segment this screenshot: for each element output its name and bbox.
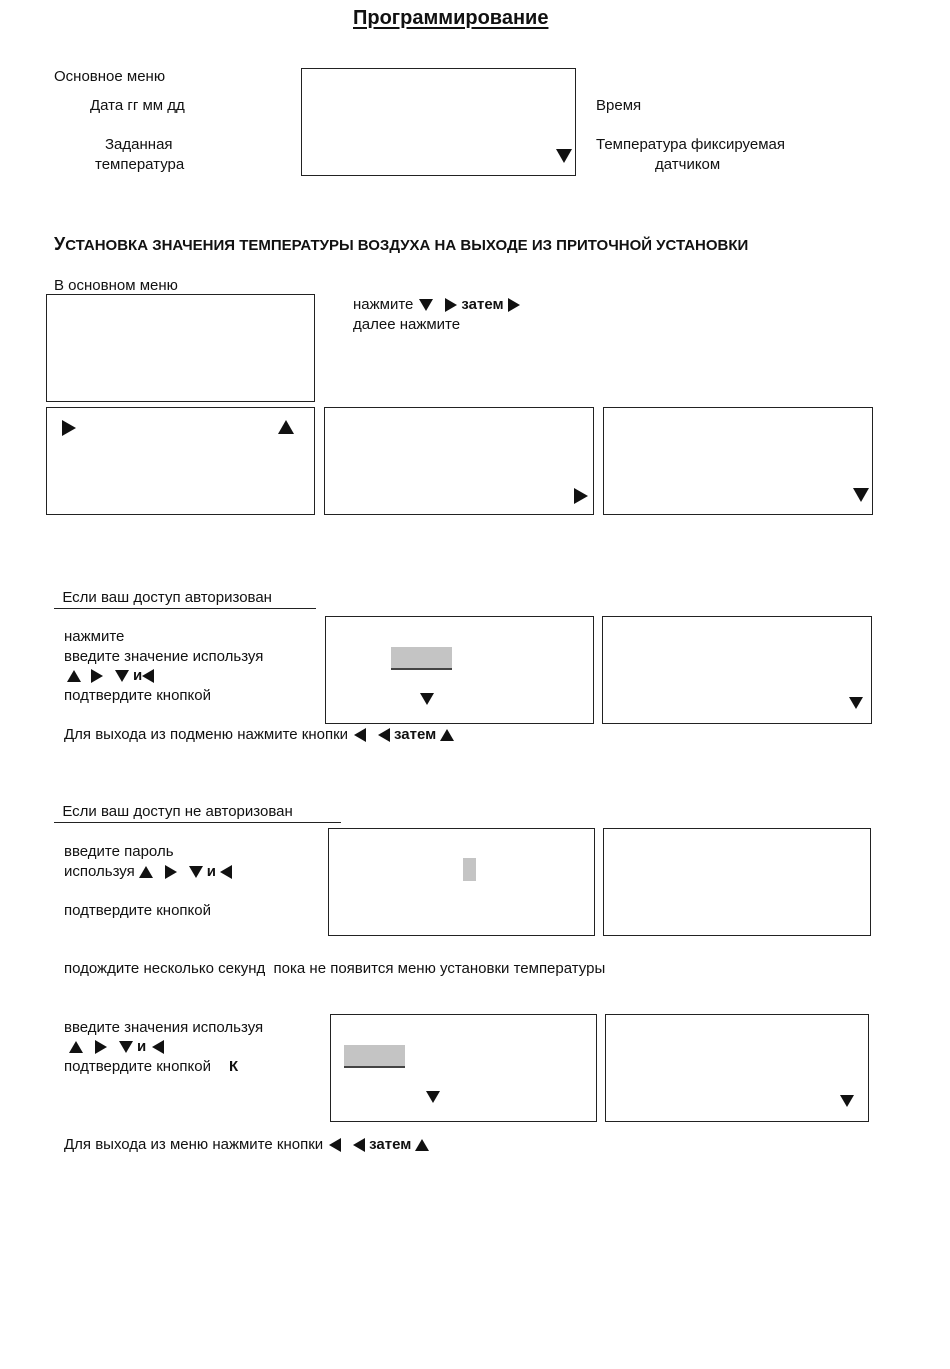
sensor-temperature-label-line2: датчиком: [655, 156, 721, 173]
left-arrow-icon: [354, 728, 366, 742]
password-display-box-1: [328, 828, 595, 936]
right-arrow-icon: [445, 298, 457, 312]
values-arrow-keys: [64, 1037, 168, 1057]
values-confirm-line: [64, 1057, 238, 1077]
menu-display-box-2: [46, 407, 315, 515]
values-confirm-label: подтвердите кнопкой: [64, 1058, 212, 1075]
wait-instruction: подождите несколько секунд пока не появится меню установки температуры: [64, 960, 606, 977]
value-input-field: [344, 1045, 405, 1068]
password-confirm-label: подтвердите кнопкой: [64, 902, 212, 919]
and-label: и: [206, 863, 216, 880]
password-arrow-keys: [64, 862, 236, 882]
right-arrow-icon: [91, 669, 103, 683]
up-arrow-icon: [415, 1139, 429, 1151]
using-label: используя: [64, 863, 135, 880]
right-arrow-icon: [508, 298, 520, 312]
down-arrow-icon: [189, 866, 203, 878]
not-authorized-heading: Если ваш доступ не авторизован: [54, 803, 341, 823]
authorized-press-label: нажмите: [64, 628, 125, 645]
left-arrow-icon: [152, 1040, 164, 1054]
menu-display-box-1: [46, 294, 315, 402]
down-arrow-icon: [853, 488, 869, 502]
enter-password-label: введите пароль: [64, 843, 174, 860]
left-arrow-icon: [378, 728, 390, 742]
enter-values-label: введите значения используя: [64, 1019, 264, 1036]
authorized-exit-instruction: [64, 725, 458, 745]
down-arrow-icon: [420, 693, 434, 705]
next-press-label: далее нажмите: [353, 316, 461, 333]
authorized-enter-value-label: введите значение используя: [64, 648, 264, 665]
down-arrow-icon: [119, 1041, 133, 1053]
press-label: нажмите: [353, 296, 414, 313]
menu-display-box-3: [324, 407, 594, 515]
up-arrow-icon: [67, 670, 81, 682]
authorized-display-box-1: [325, 616, 594, 724]
time-label: Время: [596, 97, 642, 114]
and-label: и: [133, 667, 143, 684]
main-menu-label: Основное меню: [54, 68, 166, 85]
right-arrow-icon: [62, 420, 76, 436]
left-arrow-icon: [329, 1138, 341, 1152]
down-arrow-icon: [426, 1091, 440, 1103]
menu-exit-instruction: [64, 1135, 433, 1155]
authorized-confirm-label: подтвердите кнопкой: [64, 687, 212, 704]
password-display-box-2: [603, 828, 871, 936]
page-title: Программирование: [353, 7, 549, 29]
value-input-field: [391, 647, 452, 670]
exit-text: Для выхода из меню нажмите кнопки: [64, 1136, 324, 1153]
up-arrow-icon: [278, 420, 294, 434]
date-label: Дата гг мм дд: [90, 97, 185, 114]
section-heading: [54, 234, 748, 256]
up-arrow-icon: [69, 1041, 83, 1053]
right-arrow-icon: [95, 1040, 107, 1054]
then-label: затем: [461, 296, 504, 313]
down-arrow-icon: [849, 697, 863, 709]
and-label: и: [137, 1038, 147, 1055]
section-heading-rest: СТАНОВКА ЗНАЧЕНИЯ ТЕМПЕРАТУРЫ ВОЗДУХА НА ВЫХОДЕ ИЗ ПРИТОЧНОЙ УСТАНОВКИ: [65, 237, 749, 254]
left-arrow-icon: [353, 1138, 365, 1152]
main-display-box: [301, 68, 576, 176]
left-arrow-icon: [142, 669, 154, 683]
then-label: затем: [369, 1136, 412, 1153]
sensor-temperature-label-line1: Температура фиксируемая: [596, 136, 785, 153]
authorized-display-box-2: [602, 616, 872, 724]
exit-text: Для выхода из подменю нажмите кнопки: [64, 726, 349, 743]
password-cursor: [463, 858, 476, 881]
authorized-heading: Если ваш доступ авторизован: [54, 589, 316, 609]
press-instruction: [353, 295, 524, 315]
authorized-arrow-keys: [64, 666, 158, 686]
right-arrow-icon: [165, 865, 177, 879]
down-arrow-icon: [840, 1095, 854, 1107]
section-heading-cap: У: [54, 234, 66, 254]
set-temperature-label-line1: Заданная: [105, 136, 173, 153]
right-arrow-icon: [574, 488, 588, 504]
key-label: К: [229, 1058, 239, 1075]
in-main-menu-label: В основном меню: [54, 277, 178, 294]
menu-display-box-4: [603, 407, 873, 515]
up-arrow-icon: [139, 866, 153, 878]
down-arrow-icon: [556, 149, 572, 163]
set-temperature-label-line2: температура: [95, 156, 185, 173]
down-arrow-icon: [419, 299, 433, 311]
values-display-box-1: [330, 1014, 597, 1122]
left-arrow-icon: [220, 865, 232, 879]
down-arrow-icon: [115, 670, 129, 682]
up-arrow-icon: [440, 729, 454, 741]
then-label: затем: [394, 726, 437, 743]
values-display-box-2: [605, 1014, 869, 1122]
